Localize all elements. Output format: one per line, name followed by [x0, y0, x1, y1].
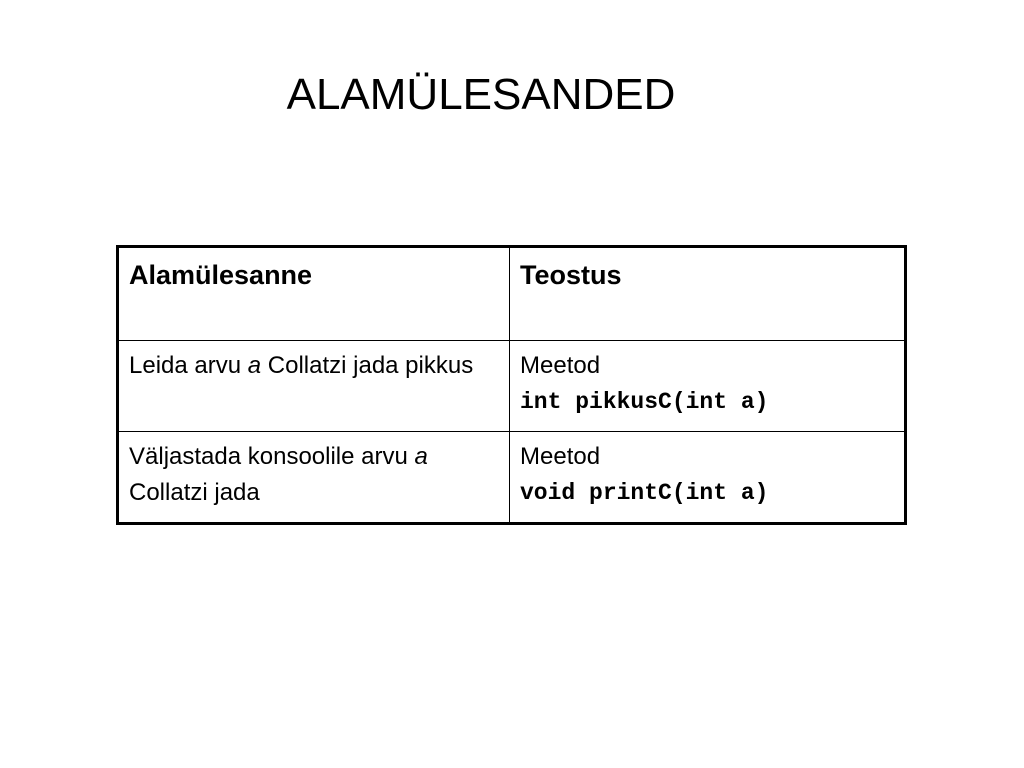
slide-title: ALAMÜLESANDED	[286, 70, 676, 119]
task-text-line2: Collatzi jada	[129, 479, 260, 506]
implementation-cell	[510, 432, 906, 524]
task-cell	[118, 432, 510, 524]
task-text-part: Collatzi jada pikkus	[261, 352, 474, 379]
implementation-label: Meetod	[520, 352, 601, 379]
variable-a: a	[247, 352, 262, 379]
header-subtask: Alamülesanne	[118, 247, 510, 341]
task-text-part: Leida arvu	[129, 352, 248, 379]
method-signature: void printC(int a)	[520, 480, 769, 506]
task-text	[129, 442, 499, 472]
table-header-row	[118, 247, 906, 341]
task-text-part: Väljastada konsoolile arvu	[129, 443, 415, 470]
subtask-table	[116, 245, 907, 525]
implementation-cell	[510, 341, 906, 432]
header-implementation: Teostus	[510, 247, 906, 341]
task-text	[129, 351, 499, 381]
task-cell	[118, 341, 510, 432]
variable-a: a	[414, 443, 428, 470]
method-signature: int pikkusC(int a)	[520, 389, 769, 415]
table-row	[118, 341, 906, 432]
implementation-label: Meetod	[520, 443, 601, 470]
table-row	[118, 432, 906, 524]
